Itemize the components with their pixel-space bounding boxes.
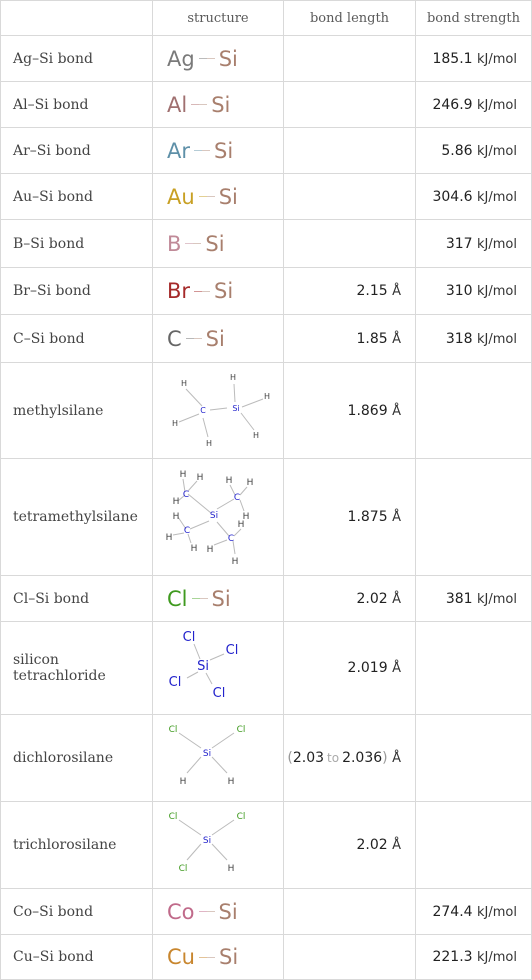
silicon-symbol: Si xyxy=(218,945,239,969)
dichlorosilane-structure xyxy=(153,715,284,797)
row-name: Br–Si bond xyxy=(1,268,153,315)
bond-line xyxy=(185,243,201,244)
carbon-atom: C xyxy=(182,490,190,500)
bond-strength-value: 185.1 xyxy=(432,50,473,67)
bond-length-value: 2.02 xyxy=(356,837,388,853)
hydrogen-atom: H xyxy=(190,544,198,554)
silicon-symbol: Si xyxy=(218,46,238,71)
bond-strength-cell xyxy=(416,268,532,315)
table-row xyxy=(1,363,532,459)
bond-length-value: 2.15 xyxy=(356,283,388,299)
bond-strength-cell xyxy=(416,174,532,220)
bond-structure xyxy=(153,945,283,969)
structure-cell xyxy=(153,935,284,980)
structure-cell xyxy=(153,128,284,174)
structure-cell xyxy=(153,36,284,82)
bond-length-value: 2.019 xyxy=(347,660,388,676)
silicon-symbol: Si xyxy=(211,586,231,611)
structure-cell xyxy=(153,889,284,935)
element-symbol: Br xyxy=(167,279,191,303)
hydrogen-atom: H xyxy=(225,476,233,486)
carbon-atom: C xyxy=(227,534,235,544)
element-symbol: C xyxy=(167,326,182,351)
bond-length-unit: Å xyxy=(392,591,401,607)
range-to: to xyxy=(327,751,340,765)
bond-structure xyxy=(153,93,283,117)
bond-line xyxy=(199,196,215,197)
bond-strength-unit: kJ/mol xyxy=(477,591,517,607)
bond-line xyxy=(191,104,207,105)
silicon-tetrachloride-structure xyxy=(153,622,284,710)
bond-length-cell xyxy=(284,802,416,889)
bond-structure xyxy=(153,232,283,256)
bond-length-cell xyxy=(284,363,416,459)
bond-line xyxy=(199,58,215,59)
header-bond-length: bond length xyxy=(284,1,416,36)
methylsilane-structure xyxy=(153,364,284,454)
silicon-atom: Si xyxy=(202,836,212,846)
header-bond-strength: bond strength xyxy=(416,1,532,36)
hydrogen-atom: H xyxy=(237,520,245,530)
tetramethylsilane-structure xyxy=(153,459,284,571)
structure-cell xyxy=(153,459,284,576)
hydrogen-atom: H xyxy=(165,533,173,543)
bond-strength-value: 304.6 xyxy=(432,188,473,205)
hydrogen-atom: H xyxy=(196,473,204,483)
trichlorosilane-structure xyxy=(153,802,284,884)
bond-length-cell xyxy=(284,174,416,220)
bond-length-unit: Å xyxy=(392,661,401,676)
bond-length-cell xyxy=(284,82,416,128)
row-name: Co–Si bond xyxy=(1,889,153,935)
bond-length-value: 1.875 xyxy=(347,509,388,525)
bond-length-cell xyxy=(284,715,416,802)
bond-line xyxy=(199,957,215,958)
bond-length-cell xyxy=(284,889,416,935)
row-name: Al–Si bond xyxy=(1,82,153,128)
silicon-symbol: Si xyxy=(205,326,225,351)
structure-cell xyxy=(153,802,284,889)
bond-line xyxy=(186,338,202,339)
carbon-atom: C xyxy=(183,526,191,536)
row-name: C–Si bond xyxy=(1,315,153,363)
bond-strength-unit: kJ/mol xyxy=(477,189,517,205)
chlorine-atom: Cl xyxy=(168,812,178,822)
chlorine-atom: Cl xyxy=(236,812,246,822)
bond-strength-cell xyxy=(416,935,532,980)
hydrogen-atom: H xyxy=(172,512,180,522)
structure-cell xyxy=(153,715,284,802)
hydrogen-atom: H xyxy=(205,438,213,448)
hydrogen-atom: H xyxy=(179,777,187,787)
chlorine-atom: Cl xyxy=(178,864,188,874)
table-row xyxy=(1,174,532,220)
element-symbol: Cu xyxy=(167,945,195,969)
header-row xyxy=(1,1,532,36)
bond-structure xyxy=(153,47,283,71)
table-row xyxy=(1,220,532,268)
bond-length-unit: Å xyxy=(392,751,401,766)
bond-length-cell xyxy=(284,36,416,82)
bond-strength-cell xyxy=(416,459,532,576)
structure-cell xyxy=(153,268,284,315)
bond-strength-cell xyxy=(416,622,532,715)
bond-strength-cell xyxy=(416,36,532,82)
hydrogen-atom: H xyxy=(179,470,187,480)
chlorine-atom: Cl xyxy=(236,725,246,735)
silicon-atom: Si xyxy=(209,511,219,521)
bond-length-cell xyxy=(284,220,416,268)
row-name: dichlorosilane xyxy=(1,715,153,802)
element-symbol: Cl xyxy=(167,586,188,611)
bond-strength-cell xyxy=(416,802,532,889)
silicon-symbol: Si xyxy=(218,184,238,209)
header-structure: structure xyxy=(153,1,284,36)
bond-length-unit: Å xyxy=(392,838,401,853)
bond-strength-cell xyxy=(416,220,532,268)
bond-structure xyxy=(153,587,283,611)
element-symbol: Au xyxy=(167,184,195,209)
table-row xyxy=(1,622,532,715)
row-name: B–Si bond xyxy=(1,220,153,268)
table-row xyxy=(1,715,532,802)
structure-cell xyxy=(153,315,284,363)
bond-length-cell xyxy=(284,935,416,980)
row-name: Ar–Si bond xyxy=(1,128,153,174)
range-low: 2.03 xyxy=(292,750,325,766)
structure-cell xyxy=(153,363,284,459)
silicon-symbol: Si xyxy=(214,138,234,163)
bond-strength-unit: kJ/mol xyxy=(477,97,517,113)
row-name: tetramethylsilane xyxy=(1,459,153,576)
bond-length-unit: Å xyxy=(392,403,401,419)
row-name: trichlorosilane xyxy=(1,802,153,889)
table-row xyxy=(1,889,532,935)
bond-line xyxy=(194,291,210,292)
structure-cell xyxy=(153,174,284,220)
bond-length-cell xyxy=(284,622,416,715)
bond-structure xyxy=(153,900,283,924)
table-row xyxy=(1,459,532,576)
element-symbol: Ar xyxy=(167,138,190,163)
bond-strength-unit: kJ/mol xyxy=(477,950,517,965)
table-row xyxy=(1,802,532,889)
bond-strength-unit: kJ/mol xyxy=(477,284,517,299)
silicon-atom: Si xyxy=(197,659,209,674)
chlorine-atom: Cl xyxy=(168,675,182,690)
bond-strength-value: 310 xyxy=(445,283,473,299)
hydrogen-atom: H xyxy=(171,418,179,428)
row-name: Ag–Si bond xyxy=(1,36,153,82)
bond-line xyxy=(192,598,208,599)
hydrogen-atom: H xyxy=(263,391,271,401)
row-name: Cl–Si bond xyxy=(1,576,153,622)
chlorine-atom: Cl xyxy=(182,630,196,645)
bond-strength-unit: kJ/mol xyxy=(477,904,517,920)
hydrogen-atom: H xyxy=(206,545,214,555)
bond-length-unit: Å xyxy=(392,284,401,299)
bond-line xyxy=(194,150,210,151)
carbon-atom: C xyxy=(200,405,206,415)
chlorine-atom: Cl xyxy=(168,725,178,735)
table-row xyxy=(1,576,532,622)
hydrogen-atom: H xyxy=(227,864,235,874)
hydrogen-atom: H xyxy=(252,430,260,440)
row-name: Au–Si bond xyxy=(1,174,153,220)
structure-cell xyxy=(153,576,284,622)
bond-length-value: 1.869 xyxy=(347,402,388,419)
silicon-symbol: Si xyxy=(218,899,238,924)
hydrogen-atom: H xyxy=(229,372,237,382)
hydrogen-atom: H xyxy=(242,512,250,522)
bond-length-cell xyxy=(284,315,416,363)
bond-strength-value: 318 xyxy=(445,330,473,347)
bond-length-cell xyxy=(284,576,416,622)
chlorine-atom: Cl xyxy=(212,686,226,701)
chlorine-atom: Cl xyxy=(225,643,239,658)
bond-strength-cell xyxy=(416,715,532,802)
structure-cell xyxy=(153,622,284,715)
bond-length-cell xyxy=(284,268,416,315)
row-name: silicon tetrachloride xyxy=(1,622,153,715)
hydrogen-atom: H xyxy=(231,557,239,567)
carbon-atom: C xyxy=(233,493,241,503)
bond-strength-unit: kJ/mol xyxy=(477,143,517,159)
bond-length-value: 2.02 xyxy=(356,590,388,607)
bond-strength-value: 246.9 xyxy=(432,96,473,113)
bond-strength-cell xyxy=(416,363,532,459)
table-row xyxy=(1,128,532,174)
bond-strength-value: 317 xyxy=(445,235,473,252)
silicon-symbol: Si xyxy=(211,92,231,117)
bond-length-unit: Å xyxy=(392,331,401,347)
hydrogen-atom: H xyxy=(246,478,254,488)
bond-strength-cell xyxy=(416,128,532,174)
structure-cell xyxy=(153,82,284,128)
silicon-symbol: Si xyxy=(214,279,234,303)
hydrogen-atom: H xyxy=(172,497,180,507)
table-row xyxy=(1,268,532,315)
range-open: ( xyxy=(287,750,293,766)
bond-strength-cell xyxy=(416,576,532,622)
bond-strength-unit: kJ/mol xyxy=(477,331,517,347)
table-row xyxy=(1,315,532,363)
range-close: ) xyxy=(382,750,388,766)
bond-strength-value: 381 xyxy=(445,590,473,607)
bond-strength-value: 274.4 xyxy=(432,903,473,920)
element-symbol: Al xyxy=(167,92,188,117)
bond-strength-unit: kJ/mol xyxy=(477,236,517,252)
bond-structure xyxy=(153,279,283,303)
bond-strength-cell xyxy=(416,315,532,363)
silicon-symbol: Si xyxy=(205,231,225,256)
bond-strength-cell xyxy=(416,889,532,935)
row-name: Cu–Si bond xyxy=(1,935,153,980)
row-name: methylsilane xyxy=(1,363,153,459)
element-symbol: Ag xyxy=(167,46,195,71)
bond-strength-unit: kJ/mol xyxy=(477,51,517,67)
table-row xyxy=(1,36,532,82)
table-row xyxy=(1,82,532,128)
hydrogen-atom: H xyxy=(180,378,188,388)
table-row xyxy=(1,935,532,980)
bond-structure xyxy=(153,139,283,163)
bond-length-unit: Å xyxy=(392,510,401,525)
bond-length-value: 1.85 xyxy=(356,330,388,347)
silicon-atom: Si xyxy=(202,749,212,759)
bond-structure xyxy=(153,327,283,351)
structure-cell xyxy=(153,220,284,268)
header-empty xyxy=(1,1,153,36)
bond-strength-value: 221.3 xyxy=(432,949,473,965)
hydrogen-atom: H xyxy=(227,777,235,787)
bond-structure xyxy=(153,185,283,209)
bond-strength-cell xyxy=(416,82,532,128)
bond-length-cell xyxy=(284,459,416,576)
bond-line xyxy=(199,911,215,912)
silicon-atom: Si xyxy=(232,403,240,413)
element-symbol: Co xyxy=(167,899,195,924)
range-high: 2.036 xyxy=(342,750,383,766)
bond-length-cell xyxy=(284,128,416,174)
element-symbol: B xyxy=(167,231,182,256)
bond-strength-value: 5.86 xyxy=(441,142,473,159)
